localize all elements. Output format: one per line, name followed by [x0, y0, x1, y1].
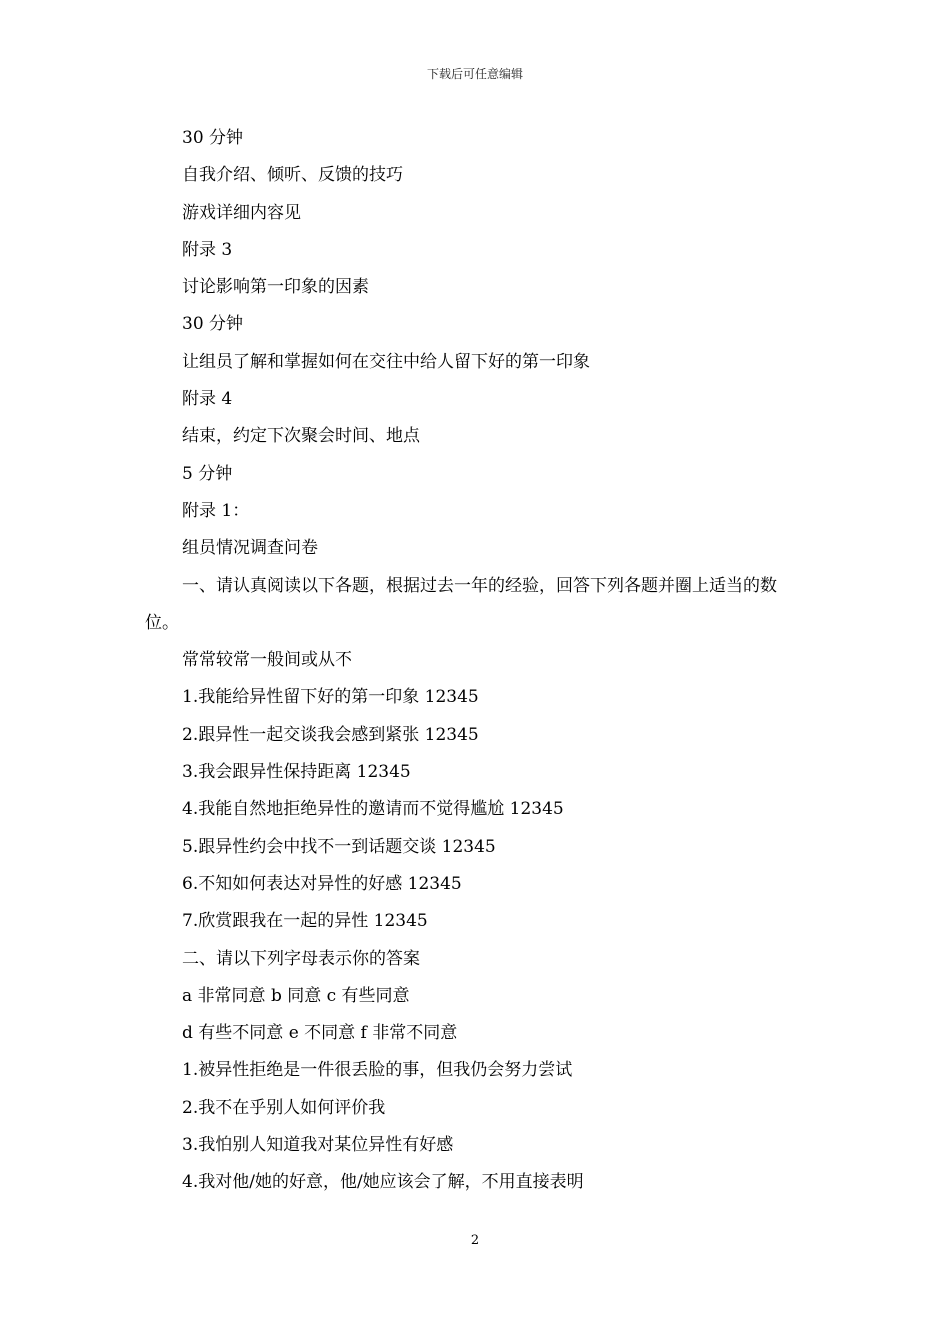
question-item: 7.欣赏跟我在一起的异性 12345 [182, 911, 428, 932]
question-item: 1.被异性拒绝是一件很丢脸的事，但我仍会努力尝试 [182, 1060, 573, 1081]
section-title: 组员情况调查问卷 [182, 538, 318, 559]
question-item: 3.我会跟异性保持距离 12345 [182, 762, 411, 783]
text-line: 5 分钟 [182, 463, 233, 484]
answer-legend: d 有些不同意 e 不同意 f 非常不同意 [182, 1023, 458, 1044]
page-number: 2 [470, 1233, 480, 1248]
text-line: 结束，约定下次聚会时间、地点 [182, 426, 420, 447]
question-item: 1.我能给异性留下好的第一印象 12345 [182, 687, 479, 708]
question-item: 2.跟异性一起交谈我会感到紧张 12345 [182, 724, 479, 745]
text-line: 附录 3 [182, 239, 233, 260]
text-line: 自我介绍、倾听、反馈的技巧 [182, 165, 403, 186]
text-line: 游戏详细内容见 [182, 202, 301, 223]
text-line: 讨论影响第一印象的因素 [182, 277, 369, 298]
instruction-paragraph: 一、请认真阅读以下各题，根据过去一年的经验，回答下列各题并圈上适当的数位。 [145, 575, 777, 633]
text-line: 附录 1： [182, 500, 250, 521]
text-line: 让组员了解和掌握如何在交往中给人留下好的第一印象 [182, 351, 590, 372]
text-line: 附录 4 [182, 389, 233, 410]
answer-legend: a 非常同意 b 同意 c 有些同意 [182, 985, 410, 1006]
document-body [145, 120, 810, 1202]
text-line: 30 分钟 [182, 314, 244, 335]
page-header: 下载后可任意编辑 [426, 67, 523, 81]
question-item: 4.我能自然地拒绝异性的邀请而不觉得尴尬 12345 [182, 799, 564, 820]
section-heading: 二、请以下列字母表示你的答案 [182, 948, 420, 969]
question-item: 3.我怕别人知道我对某位异性有好感 [182, 1135, 454, 1156]
scale-header: 常常较常一般间或从不 [182, 650, 352, 671]
question-item: 6.不知如何表达对异性的好感 12345 [182, 873, 462, 894]
question-item: 4.我对他/她的好意，他/她应该会了解，不用直接表明 [182, 1172, 584, 1193]
question-item: 2.我不在乎别人如何评价我 [182, 1097, 386, 1118]
question-item: 5.跟异性约会中找不一到话题交谈 12345 [182, 836, 496, 857]
text-line: 30 分钟 [182, 128, 244, 148]
